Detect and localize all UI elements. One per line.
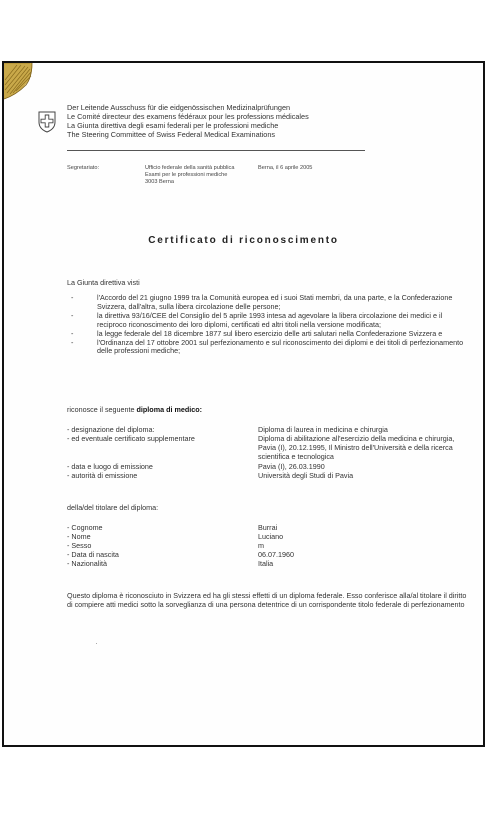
secretariat-address-line: Ufficio federale della sanità pubblica: [145, 165, 235, 171]
recognition-line: [67, 406, 202, 415]
consideration-text: l'Ordinanza del 17 ottobre 2001 sul perfezionamento e sul riconoscimento dei diplomi e dei titoli di perfezionamento delle professioni mediche;: [97, 337, 464, 356]
holder-value: m: [258, 541, 264, 550]
diploma-label: - designazione del diploma:: [67, 425, 155, 434]
intro-text: La Giunta direttiva visti: [67, 278, 140, 287]
conclusion-text: Questo diploma è riconosciuto in Svizzera ed ha gli stessi effetti di un diploma federale. Esso conferisce alla/al titolare il diritto di compiere atti medici sotto la sorveglianza di una persona detentrice di un corrispondente titolo federale di perfezionamento: [67, 591, 467, 609]
list-item: - l'Accordo del 21 giugno 1999 tra la Comunità europea ed i suoi Stati membri, da una parte, e la Confederazione Svizzera, dall'altra, sulla libera circolazione delle persone;: [71, 293, 453, 311]
swiss-cross-shield-icon: [38, 111, 56, 133]
consideration-text: l'Accordo del 21 giugno 1999 tra la Comunità europea ed i suoi Stati membri, da una parte, e la Confederazione Svizzera, dall'altra, sulla libera circolazione delle persone;: [97, 293, 453, 311]
header-line-en: The Steering Committee of Swiss Federal Medical Examinations: [67, 130, 276, 139]
holder-value: Italia: [258, 559, 274, 568]
diploma-value: Diploma di laurea in medicina e chirurgia: [258, 425, 388, 434]
holder-label: - Sesso: [67, 541, 92, 550]
list-item: - l'Ordinanza del 17 ottobre 2001 sul perfezionamento e sul riconoscimento dei diplomi e dei titoli di perfezionamento delle professioni mediche;: [71, 337, 464, 356]
list-item: - la legge federale del 18 dicembre 1877 sul libero esercizio delle arti salutari nella Confederazione Svizzera e: [71, 328, 443, 338]
diploma-value: Diploma di abilitazione all'esercizio della medicina e chirurgia, Pavia (I), 20.12.1995, Il Ministro dell'Università e della ricerca scientifica e tecnologica: [258, 434, 455, 461]
gold-seal-icon: [4, 63, 44, 103]
holder-value: Burrai: [258, 523, 278, 532]
secretariat-address-line: 3003 Berna: [145, 179, 174, 185]
holder-value: 06.07.1960: [258, 550, 294, 559]
holder-label: - Cognome: [67, 523, 103, 532]
paper-speck: [96, 643, 97, 644]
consideration-text: la legge federale del 18 dicembre 1877 sul libero esercizio delle arti salutari nella Confederazione Svizzera e: [97, 328, 443, 338]
diploma-label: - ed eventuale certificato supplementare: [67, 434, 195, 443]
header-line-fr: Le Comité directeur des examens fédéraux pour les professions médicales: [67, 112, 309, 121]
diploma-label: - data e luogo di emissione: [67, 462, 153, 471]
considerations-list: [71, 294, 465, 356]
certificate-title: Certificato di riconoscimento: [148, 235, 339, 246]
holder-value: Luciano: [258, 532, 284, 541]
diploma-value: Pavia (I), 26.03.1990: [258, 462, 325, 471]
consideration-text: la direttiva 93/16/CEE del Consiglio del 5 aprile 1993 intesa ad agevolare la libera circolazione dei medici e il reciproco riconoscimento dei loro diplomi, certificati ed altri titoli nella versione modificata;: [97, 310, 443, 329]
diploma-value: Università degli Studi di Pavia: [258, 471, 354, 480]
header-line-it: La Giunta direttiva degli esami federali per le professioni mediche: [67, 121, 279, 130]
recognition-prefix: riconosce il seguente: [67, 405, 137, 414]
header-divider: [67, 150, 365, 151]
diploma-type: diploma di medico:: [136, 405, 203, 414]
secretariat-label: Segretariato:: [67, 165, 100, 171]
holder-label: - Data di nascita: [67, 550, 119, 559]
diploma-label: - autorità di emissione: [67, 471, 138, 480]
holder-label: - Nazionalità: [67, 559, 107, 568]
list-item: - la direttiva 93/16/CEE del Consiglio del 5 aprile 1993 intesa ad agevolare la libera circolazione dei medici e il reciproco riconoscimento dei loro diplomi, certificati ed altri titoli nella versione modificata;: [71, 310, 443, 329]
holder-label: - Nome: [67, 532, 91, 541]
header-line-de: Der Leitende Ausschuss für die eidgenössischen Medizinalprüfungen: [67, 103, 291, 112]
certificate-page: [2, 61, 485, 747]
holder-intro: della/del titolare del diploma:: [67, 503, 159, 512]
place-date: Berna, il 6 aprile 2005: [258, 165, 313, 171]
secretariat-address-line: Esami per le professioni mediche: [145, 172, 228, 178]
